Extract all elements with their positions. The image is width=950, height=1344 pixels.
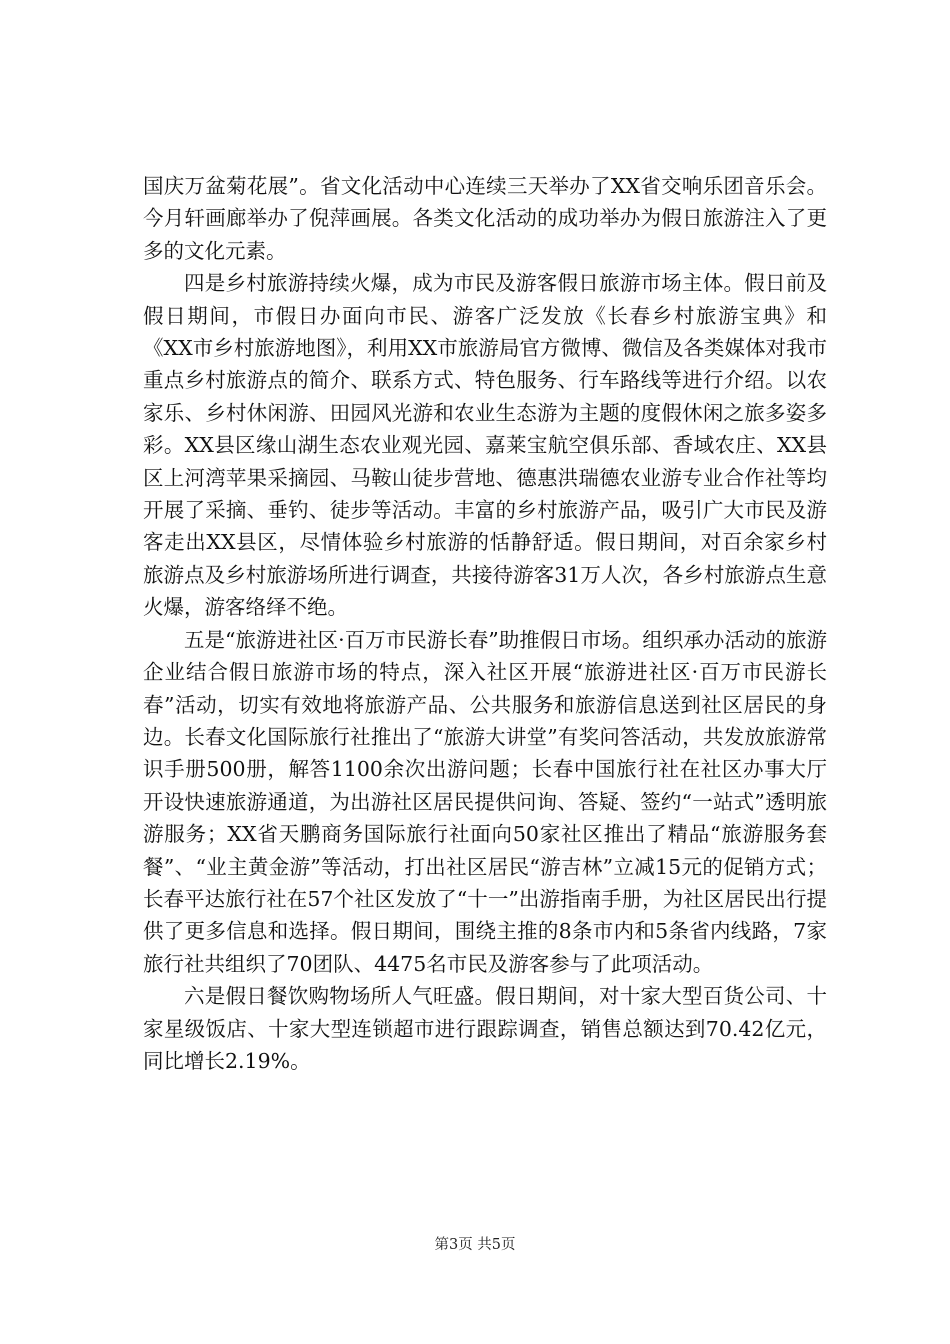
paragraph-culture-continued: 国庆万盆菊花展”。省文化活动中心连续三天举办了XX省交响乐团音乐会。今月轩画廊举办了倪萍画展。各类文化活动的成功举办为假日旅游注入了更多的文化元素。 [143,174,827,263]
paragraph-dining-shopping: 六是假日餐饮购物场所人气旺盛。假日期间，对十家大型百货公司、十家星级饭店、十家大型连锁超市进行跟踪调查，销售总额达到70.42亿元，同比增长2.19%。 [143,984,827,1073]
paragraph-community-tourism: 五是“旅游进社区·百万市民游长春”助推假日市场。组织承办活动的旅游企业结合假日旅游市场的特点，深入社区开展“旅游进社区·百万市民游长春”活动，切实有效地将旅游产品、公共服务和旅游信息送到社区居民的身边。长春文化国际旅行社推出了“旅游大讲堂”有奖问答活动，共发放旅游常识手册500册，解答1100余次出游问题；长春中国旅行社在社区办事大厅开设快速旅游通道，为出游社区居民提供问询、答疑、签约“一站式”透明旅游服务；XX省天鹏商务国际旅行社面向50家社区推出了精品“旅游服务套餐”、“业主黄金游”等活动，打出社区居民“游吉林”立减15元的促销方式；长春平达旅行社在57个社区发放了“十一”出游指南手册，为社区居民出行提供了更多信息和选择。假日期间，围绕主推的8条市内和5条省内线路，7家旅行社共组织了70团队、4475名市民及游客参与了此项活动。 [143,627,827,976]
page-number-footer: 第3页 共5页 [434,1237,516,1253]
paragraph-rural-tourism: 四是乡村旅游持续火爆，成为市民及游客假日旅游市场主体。假日前及假日期间，市假日办面向市民、游客广泛发放《长春乡村旅游宝典》和《XX市乡村旅游地图》，利用XX市旅游局官方微博、微信及各类媒体对我市重点乡村旅游点的简介、联系方式、特色服务、行车路线等进行介绍。以农家乐、乡村休闲游、田园风光游和农业生态游为主题的度假休闲之旅多姿多彩。XX县区缘山湖生态农业观光园、嘉莱宝航空俱乐部、香域农庄、XX县区上河湾苹果采摘园、马鞍山徒步营地、德惠洪瑞德农业游专业合作社等均开展了采摘、垂钓、徒步等活动。丰富的乡村旅游产品，吸引广大市民及游客走出XX县区，尽情体验乡村旅游的恬静舒适。假日期间，对百余家乡村旅游点及乡村旅游场所进行调查，共接待游客31万人次，各乡村旅游点生意火爆，游客络绎不绝。 [143,271,827,620]
document-body [143,170,827,1077]
